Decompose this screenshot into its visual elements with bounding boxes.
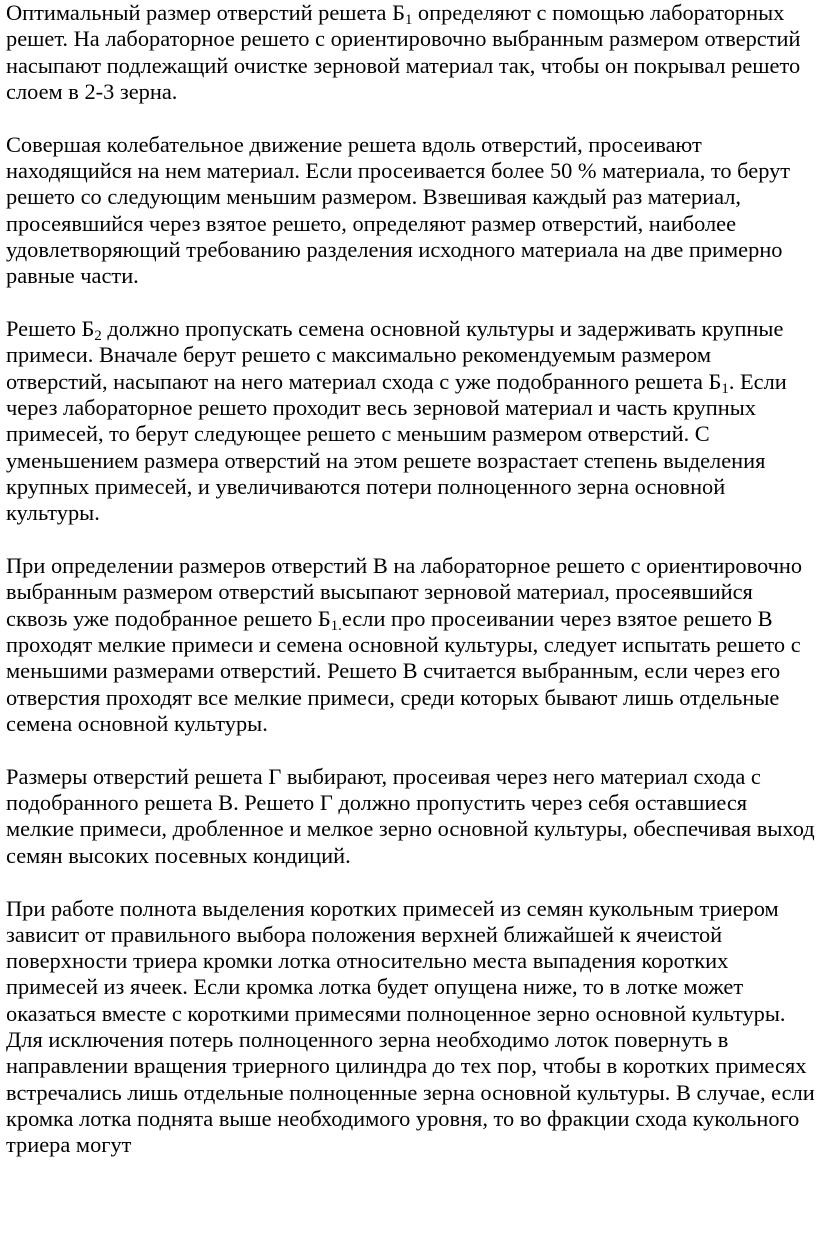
subscript-index: 1 — [721, 380, 729, 397]
text-run: Решето Б — [6, 316, 95, 342]
paragraph-sieve-g — [6, 764, 816, 869]
subscript-index: 1 — [404, 12, 413, 29]
paragraph-sieve-b1-intro — [6, 0, 816, 105]
subscript-index: 2 — [94, 328, 102, 345]
text-run: При работе полнота выделения коротких примесей из семян кукольным триером зависит от правильного выбора положения верхней ближайшей к ячеистой поверхности триера кромки лотка относительно места выпадения коротких примесей из ячеек. Если кромка лотка будет опущена ниже, то в лотке может оказаться вместе с короткими примесями полноценное зерно основной культуры. Для исключения потерь полноценного зерна необходимо лоток повернуть в направлении вращения триерного цилиндра до тех пор, чтобы в коротких примесях встречались лишь отдельные полноценные зерна основной культуры. В случае, если кромка лотка поднята выше необходимого уровня, то во фракции схода кукольного триера могут — [6, 895, 815, 1158]
paragraph-sieve-v — [6, 553, 816, 737]
text-run: . Если через лабораторное решето проходит весь зерновой материал и часть крупных примесей, то берут следующее решето с меньшим размером отверстий. С уменьшением размера отверстий на этом решете возрастает степень выделения крупных примесей, и увеличиваются потери полноценного зерна основной культуры. — [6, 368, 787, 526]
document-page — [6, 0, 816, 1185]
subscript-index: 1. — [330, 617, 342, 634]
text-run: должно пропускать семена основной культуры и задерживать крупные примеси. Вначале берут решето с максимально рекомендуемым размером отверстий, насыпают на него материал схода с уже подобранного решета Б — [6, 316, 784, 394]
text-run: если про просеивании через взятое решето В проходят мелкие примеси и семена основной культуры, следует испытать решето с меньшими размерами отверстий. Решето В считается выбранным, если через его отверстия проходят все мелкие примеси, среди которых бывают лишь отдельные семена основной культуры. — [6, 605, 801, 736]
text-run: Размеры отверстий решета Г выбирают, просеивая через него материал схода с подобранного решета В. Решето Г должно пропустить через себя оставшиеся мелкие примеси, дробленное и мелкое зерно основной культуры, обеспечивая выход семян высоких посевных кондиций. — [6, 763, 815, 868]
text-run: При определении размеров отверстий В на лабораторное решето с ориентировочно выбранным размером отверстий высыпают зерновой материал, просеявшийся сквозь уже подобранное решето Б — [6, 553, 803, 631]
text-run: Оптимальный размер отверстий решета Б — [6, 0, 405, 25]
paragraph-oscillation — [6, 132, 816, 290]
paragraph-trier — [6, 896, 816, 1159]
paragraph-sieve-b2 — [6, 316, 816, 526]
text-run: определяют с помощью лабораторных решет. На лабораторное решето с ориентировочно выбранным размером отверстий насыпают подлежащий очистке зерновой материал так, чтобы он покрывал решето слоем в 2-3 зерна. — [6, 0, 801, 104]
text-run: Совершая колебательное движение решета вдоль отверстий, просеивают находящийся на нем материал. Если просеивается более 50 % материала, то берут решето со следующим меньшим размером. Взвешивая каждый раз материал, просеявшийся через взятое решето, определяют размер отверстий, наиболее удовлетворяющий требованию разделения исходного материала на две примерно равные части. — [6, 131, 791, 289]
